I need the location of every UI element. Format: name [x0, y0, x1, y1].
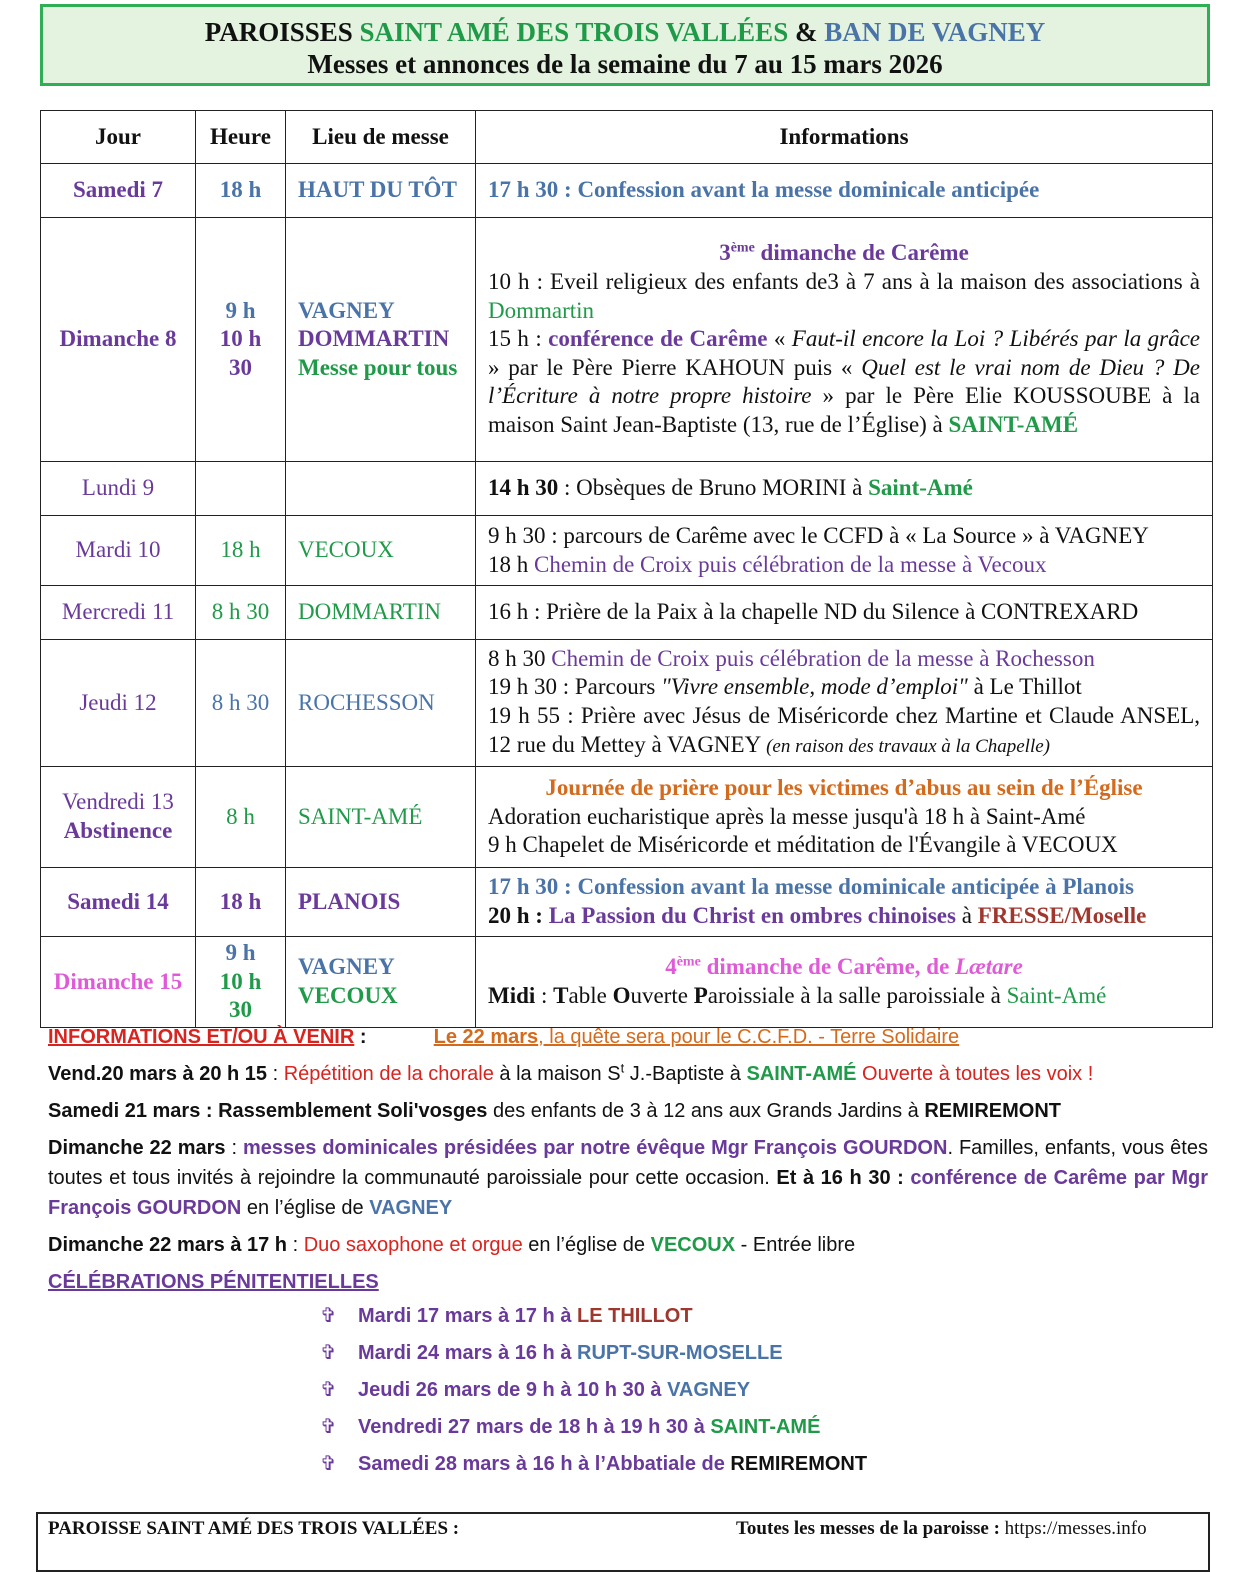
header-amp: & [794, 17, 818, 47]
cell-lieu: VECOUX [286, 516, 476, 586]
table-row [41, 218, 1213, 462]
header-parish-2: BAN DE VAGNEY [824, 17, 1046, 47]
cell-lieu: SAINT-AMÉ [286, 767, 476, 868]
cell-heure [196, 937, 286, 1028]
cross-icon: ✞ [320, 1379, 337, 1401]
lieu-line: VAGNEY [298, 954, 395, 980]
cross-icon: ✞ [320, 1453, 337, 1475]
info-line: 20 h : La Passion du Christ en ombres chinoises à FRESSE/Moselle [488, 903, 1147, 928]
page-header [40, 4, 1210, 86]
header-prefix: PAROISSES [204, 17, 353, 47]
lieu-line: Messe pour tous [298, 354, 458, 380]
cell-jour: Samedi 14 [41, 868, 196, 937]
cell-info [476, 937, 1213, 1028]
info-line: 9 h 30 : parcours de Carême avec le CCFD à « La Source » à VAGNEY [488, 522, 1149, 548]
quete-note: Le 22 mars, la quête sera pour le C.C.F.D. - Terre Solidaire [433, 1026, 960, 1048]
cell-info [476, 868, 1213, 937]
cell-info: 14 h 30 : Obsèques de Bruno MORINI à Saint-Amé [476, 462, 1213, 516]
celebrations-heading: CÉLÉBRATIONS PÉNITENTIELLES [48, 1271, 379, 1293]
cell-heure: 8 h [196, 767, 286, 868]
announcement-eveque: Dimanche 22 mars : messes dominicales présidées par notre évêque Mgr François GOURDON. Familles, enfants, vous êtes toutes et tous invités à rejoindre la communauté paroissiale pour cette occasion. Et à 16 h 30 : conférence de Carême par Mgr François GOURDON en l’église de VAGNEY [48, 1137, 1208, 1219]
table-header-row [41, 111, 1213, 164]
list-item: ✞ Mardi 24 mars à 16 h à RUPT-SUR-MOSELLE [320, 1338, 1208, 1368]
cell-info: 17 h 30 : Confession avant la messe dominicale anticipée [476, 164, 1213, 218]
cell-info [476, 640, 1213, 767]
cell-lieu: HAUT DU TÔT [286, 164, 476, 218]
messes-info-link[interactable]: https://messes.info [1004, 1518, 1147, 1539]
cell-heure: 8 h 30 [196, 586, 286, 640]
heure-line: 9 h [225, 940, 256, 965]
header-subtitle: Messes et annonces de la semaine du 7 au 15 mars 2026 [307, 49, 943, 79]
col-header-informations: Informations [476, 111, 1213, 164]
cell-jour [41, 767, 196, 868]
col-header-jour: Jour [41, 111, 196, 164]
cell-heure: 18 h [196, 516, 286, 586]
cell-heure: 8 h 30 [196, 640, 286, 767]
cell-heure: 18 h [196, 868, 286, 937]
jour-line: Vendredi 13 [62, 789, 174, 815]
info-line: 17 h 30 : Confession avant la messe dominicale anticipée à Planois [488, 874, 1134, 900]
header-title [43, 16, 1207, 48]
cell-info: 16 h : Prière de la Paix à la chapelle ND du Silence à CONTREXARD [476, 586, 1213, 640]
cross-icon: ✞ [320, 1305, 337, 1327]
cell-lieu: DOMMARTIN [286, 586, 476, 640]
cell-lieu [286, 462, 476, 516]
lieu-line: VECOUX [298, 982, 398, 1008]
info-line: Adoration eucharistique après la messe jusqu'à 18 h à Saint-Amé [488, 803, 1086, 829]
cell-lieu: ROCHESSON [286, 640, 476, 767]
table-row [41, 586, 1213, 640]
col-header-lieu: Lieu de messe [286, 111, 476, 164]
heure-line: 10 h 30 [219, 326, 262, 380]
info-title: 4ème dimanche de Carême, de Lætare [665, 954, 1023, 980]
announcement-chorale: Vend.20 mars à 20 h 15 : Répétition de la chorale à la maison $S^t$ J.-Baptiste à SAINT-AMÉ Ouverte à toutes les voix ! [48, 1060, 1094, 1085]
footer-messes: Toutes les messes de la paroisse : https://messes.info [736, 1518, 1147, 1539]
info-title: 3ème dimanche de Carême [719, 240, 969, 266]
cell-heure [196, 462, 286, 516]
footer-parish: PAROISSE SAINT AMÉ DES TROIS VALLÉES : [48, 1518, 460, 1539]
cell-lieu [286, 937, 476, 1028]
jour-line: Abstinence [63, 818, 173, 843]
celebrations-heading-line [48, 1267, 1208, 1297]
lieu-line: VAGNEY [298, 297, 395, 323]
table-row [41, 868, 1213, 937]
list-item: ✞ Vendredi 27 mars de 18 h à 19 h 30 à SAINT-AMÉ [320, 1412, 1208, 1442]
cell-jour: Samedi 7 [41, 164, 196, 218]
cell-info [476, 767, 1213, 868]
cell-jour: Dimanche 15 [41, 937, 196, 1028]
mass-schedule-table [40, 110, 1213, 1028]
info-line: Midi : Table Ouverte Paroissiale à la salle paroissiale à Saint-Amé [488, 982, 1107, 1008]
announcement-duo: Dimanche 22 mars à 17 h : Duo saxophone et orgue en l’église de VECOUX - Entrée libre [48, 1234, 856, 1256]
table-row [41, 640, 1213, 767]
cell-lieu [286, 218, 476, 462]
announcement-solivosges: Samedi 21 mars : Rassemblement Soli'vosges des enfants de 3 à 12 ans aux Grands Jardins à REMIREMONT [48, 1100, 1062, 1122]
cell-info [476, 516, 1213, 586]
table-row [41, 164, 1213, 218]
table-row [41, 767, 1213, 868]
cell-heure: 18 h [196, 164, 286, 218]
lieu-line: DOMMARTIN [298, 326, 450, 352]
cross-icon: ✞ [320, 1342, 337, 1364]
table-row [41, 462, 1213, 516]
list-item: ✞ Samedi 28 mars à 16 h à l’Abbatiale de REMIREMONT [320, 1449, 1208, 1479]
info-line: 10 h : Eveil religieux des enfants de3 à 7 ans à la maison des associations à Dommartin [488, 269, 1200, 323]
heure-line: 10 h 30 [219, 968, 262, 1023]
col-header-heure: Heure [196, 111, 286, 164]
info-line: 19 h 55 : Prière avec Jésus de Miséricorde chez Martine et Claude ANSEL, 12 rue du Mettey à VAGNEY (en raison des travaux à la Chapelle) [488, 703, 1200, 757]
announcements-heading-line: INFORMATIONS ET/OU À VENIR : Le 22 mars, la quête sera pour le C.C.F.D. - Terre Solidaire [48, 1026, 960, 1048]
cross-icon: ✞ [320, 1416, 337, 1438]
header-parish-1: SAINT AMÉ DES TROIS VALLÉES [359, 17, 789, 47]
cell-jour: Jeudi 12 [41, 640, 196, 767]
heure-line: 9 h [225, 297, 256, 323]
table-row [41, 937, 1213, 1028]
page-footer [36, 1512, 1210, 1572]
info-line: 15 h : conférence de Carême « Faut-il encore la Loi ? Libérés par la grâce » par le Père Pierre KAHOUN puis « Quel est le vrai nom de Dieu ? De l’Écriture à notre propre histoire » par le Père Elie KOUSSOUBE à la maison Saint Jean-Baptiste (13, rue de l’Église) à SAINT-AMÉ [488, 326, 1201, 437]
cell-jour: Mardi 10 [41, 516, 196, 586]
cell-lieu: PLANOIS [286, 868, 476, 937]
cell-heure [196, 218, 286, 462]
celebrations-list [320, 1301, 1208, 1479]
list-item: ✞ Mardi 17 mars à 17 h à LE THILLOT [320, 1301, 1208, 1331]
info-line: 8 h 30 Chemin de Croix puis célébration de la messe à Rochesson [488, 645, 1095, 671]
info-line: 18 h Chemin de Croix puis célébration de la messe à Vecoux [488, 551, 1047, 577]
info-title: Journée de prière pour les victimes d’abus au sein de l’Église [545, 775, 1143, 801]
table-row [41, 516, 1213, 586]
announcements-heading: INFORMATIONS ET/OU À VENIR [48, 1026, 355, 1048]
cell-jour: Mercredi 11 [41, 586, 196, 640]
cell-jour: Lundi 9 [41, 462, 196, 516]
announcements [48, 1022, 1208, 1486]
list-item: ✞ Jeudi 26 mars de 9 h à 10 h 30 à VAGNEY [320, 1375, 1208, 1405]
info-line: 19 h 30 : Parcours "Vivre ensemble, mode d’emploi" à Le Thillot [488, 674, 1082, 700]
cell-info [476, 218, 1213, 462]
info-line: 9 h Chapelet de Miséricorde et méditation de l'Évangile à VECOUX [488, 832, 1118, 858]
cell-jour: Dimanche 8 [41, 218, 196, 462]
